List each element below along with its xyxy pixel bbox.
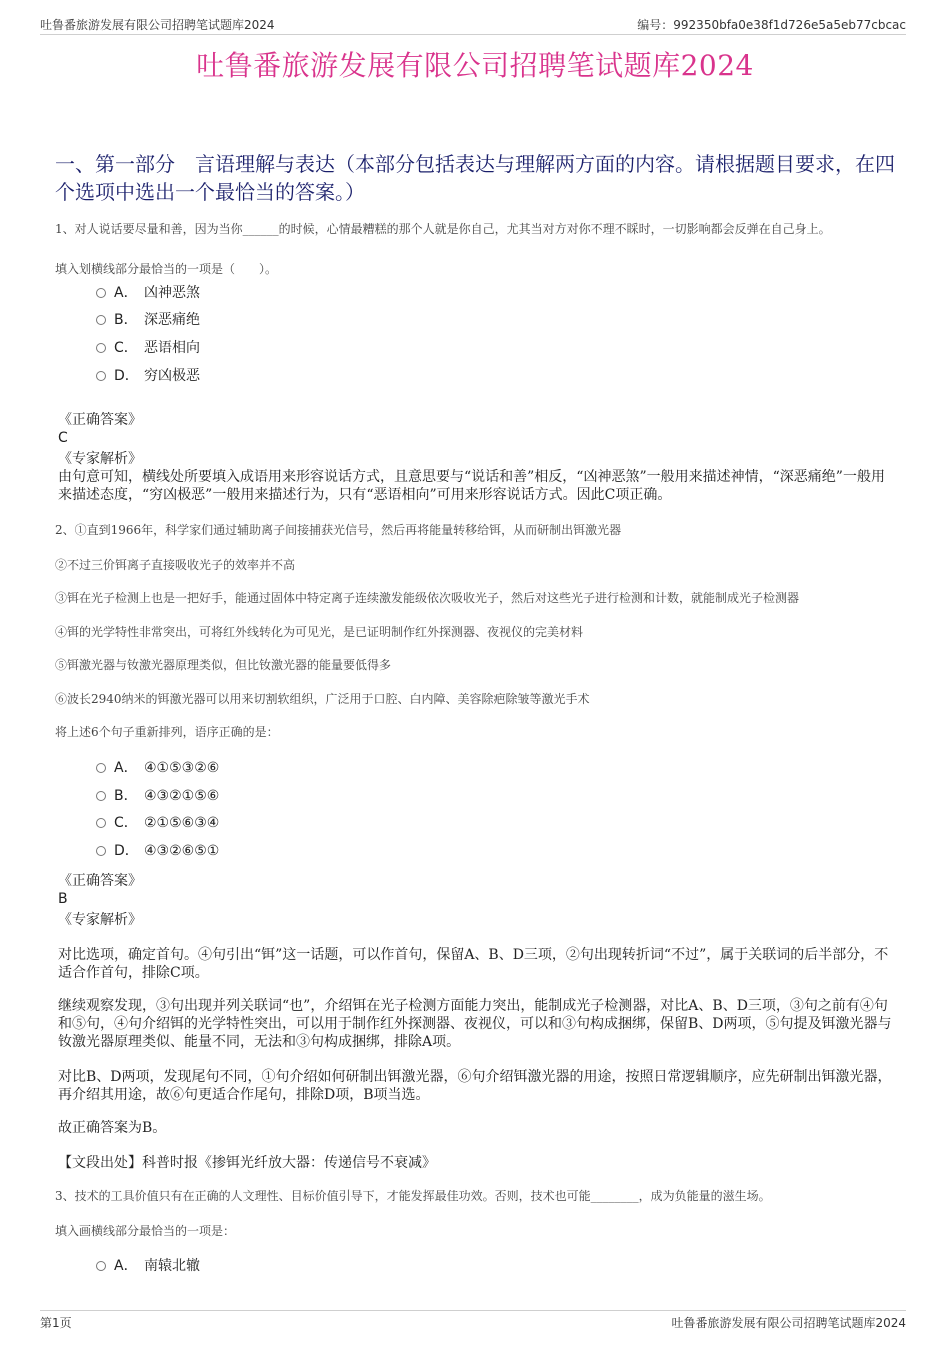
header-divider [40, 34, 906, 35]
q2-answer-label: 《正确答案》 [58, 873, 142, 889]
q2-sentence-6: ⑥波长2940纳米的铒激光器可以用来切割软组织，广泛用于口腔、白内障、美容除疤除皱等激光手术 [55, 692, 590, 706]
q2-sentence-4: ④铒的光学特性非常突出，可将红外线转化为可见光，是已证明制作红外探测器、夜视仪的完美材料 [55, 625, 584, 639]
q1-option-d[interactable] [96, 366, 200, 386]
option-letter: B． [114, 312, 138, 328]
radio-icon[interactable] [96, 818, 106, 828]
q1-stem: 1、对人说话要尽量和善，因为当你______的时候，心情最糟糕的那个人就是你自己，尤其当对方对你不理不睬时，一切影响都会反弹在自己身上。 [55, 222, 831, 236]
radio-icon[interactable] [96, 288, 106, 298]
q1-option-b[interactable] [96, 310, 200, 330]
q2-analysis-para-3: 对比B、D两项，发现尾句不同，①句介绍如何研制出铒激光器，⑥句介绍铒激光器的用途，按照日常逻辑顺序，应先研制出铒激光器，再介绍其用途，故⑥句更适合作尾句，排除D项，B项当选。 [58, 1069, 892, 1103]
q2-option-b[interactable] [96, 786, 219, 806]
q2-source: 【文段出处】科普时报《掺铒光纤放大器：传递信号不衰减》 [58, 1155, 436, 1171]
option-letter: A． [114, 285, 138, 301]
option-text: 南辕北辙 [144, 1258, 200, 1274]
radio-icon[interactable] [96, 1261, 106, 1271]
q2-option-d[interactable] [96, 841, 219, 861]
q2-sentence-3: ③铒在光子检测上也是一把好手，能通过固体中特定离子连续激发能级依次吸收光子，然后对这些光子进行检测和计数，就能制成光子检测器 [55, 591, 800, 605]
radio-icon[interactable] [96, 315, 106, 325]
footer-divider [40, 1310, 906, 1311]
q2-analysis-para-2: 继续观察发现，③句出现并列关联词“也”，介绍铒在光子检测方面能力突出，能制成光子检测器，对比A、B、D三项，③句之前有④句和⑤句，④句介绍铒的光学特性突出，可以用于制作红外探测器、夜视仪，可以和③句构成捆绑，保留B、D两项，⑤句提及铒激光器与钕激光器原理类似、能量不同，无法和③句构成捆绑，排除A项。 [58, 998, 892, 1050]
page-title: 吐鲁番旅游发展有限公司招聘笔试题库2024 [196, 49, 754, 82]
q3-stem: 3、技术的工具价值只有在正确的人文理性、目标价值引导下，才能发挥最佳功效。否则，技术也可能________，成为负能量的滋生场。 [55, 1189, 771, 1203]
footer-page-number: 第1页 [40, 1316, 72, 1330]
section-heading: 一、第一部分 言语理解与表达（本部分包括表达与理解两方面的内容。请根据题目要求，在四个选项中选出一个最恰当的答案。） [55, 152, 895, 204]
option-letter: A． [114, 1258, 138, 1274]
q1-analysis-label: 《专家解析》 [58, 451, 142, 467]
header-doc-title: 吐鲁番旅游发展有限公司招聘笔试题库2024 [40, 18, 275, 32]
q3-option-a[interactable] [96, 1256, 200, 1276]
q2-answer: B [58, 891, 68, 907]
q2-sentence-1: 2、①直到1966年，科学家们通过辅助离子间接捕获光信号，然后再将能量转移给铒，从而研制出铒激光器 [55, 523, 622, 537]
radio-icon[interactable] [96, 371, 106, 381]
radio-icon[interactable] [96, 763, 106, 773]
q1-prompt: 填入划横线部分最恰当的一项是（ ）。 [55, 262, 278, 276]
q2-analysis-label: 《专家解析》 [58, 912, 142, 928]
q2-sentence-5: ⑤铒激光器与钕激光器原理类似，但比钕激光器的能量要低得多 [55, 658, 392, 672]
option-text: 恶语相向 [144, 340, 200, 356]
q2-analysis-para-4: 故正确答案为B。 [58, 1120, 167, 1136]
option-text: 穷凶极恶 [144, 368, 200, 384]
q2-option-c[interactable] [96, 813, 219, 833]
option-text: ④③②①⑤⑥ [144, 788, 220, 804]
option-letter: C． [114, 815, 138, 831]
radio-icon[interactable] [96, 791, 106, 801]
q2-option-a[interactable] [96, 758, 219, 778]
q3-prompt: 填入画横线部分最恰当的一项是： [55, 1224, 236, 1238]
option-text: 凶神恶煞 [144, 285, 200, 301]
option-text: ④①⑤③②⑥ [144, 760, 220, 776]
radio-icon[interactable] [96, 846, 106, 856]
option-text: 深恶痛绝 [144, 312, 200, 328]
q1-option-c[interactable] [96, 338, 200, 358]
q2-prompt: 将上述6个句子重新排列，语序正确的是： [55, 725, 279, 739]
header-doc-id: 编号：992350bfa0e38f1d726e5a5eb77cbcac [637, 18, 906, 32]
q1-answer: C [58, 430, 68, 446]
option-letter: D． [114, 843, 139, 859]
q2-analysis-para-1: 对比选项，确定首句。④句引出“铒”这一话题，可以作首句，保留A、B、D三项，②句出现转折词“不过”，属于关联词的后半部分，不适合作首句，排除C项。 [58, 947, 889, 981]
option-text: ②①⑤⑥③④ [144, 815, 220, 831]
option-letter: C． [114, 340, 138, 356]
q1-answer-label: 《正确答案》 [58, 412, 142, 428]
q1-option-a[interactable] [96, 283, 200, 303]
footer-doc-title: 吐鲁番旅游发展有限公司招聘笔试题库2024 [671, 1316, 906, 1330]
q1-analysis: 由句意可知，横线处所要填入成语用来形容说话方式，且意思要与“说话和善”相反，“凶神恶煞”一般用来描述神情，“深恶痛绝”一般用来描述态度，“穷凶极恶”一般用来描述行为，只有“恶语相向”可用来形容说话方式。因此C项正确。 [58, 469, 885, 503]
radio-icon[interactable] [96, 343, 106, 353]
q2-sentence-2: ②不过三价铒离子直接吸收光子的效率并不高 [55, 558, 296, 572]
option-letter: A． [114, 760, 138, 776]
option-letter: D． [114, 368, 139, 384]
option-text: ④③②⑥⑤① [144, 843, 220, 859]
option-letter: B． [114, 788, 138, 804]
